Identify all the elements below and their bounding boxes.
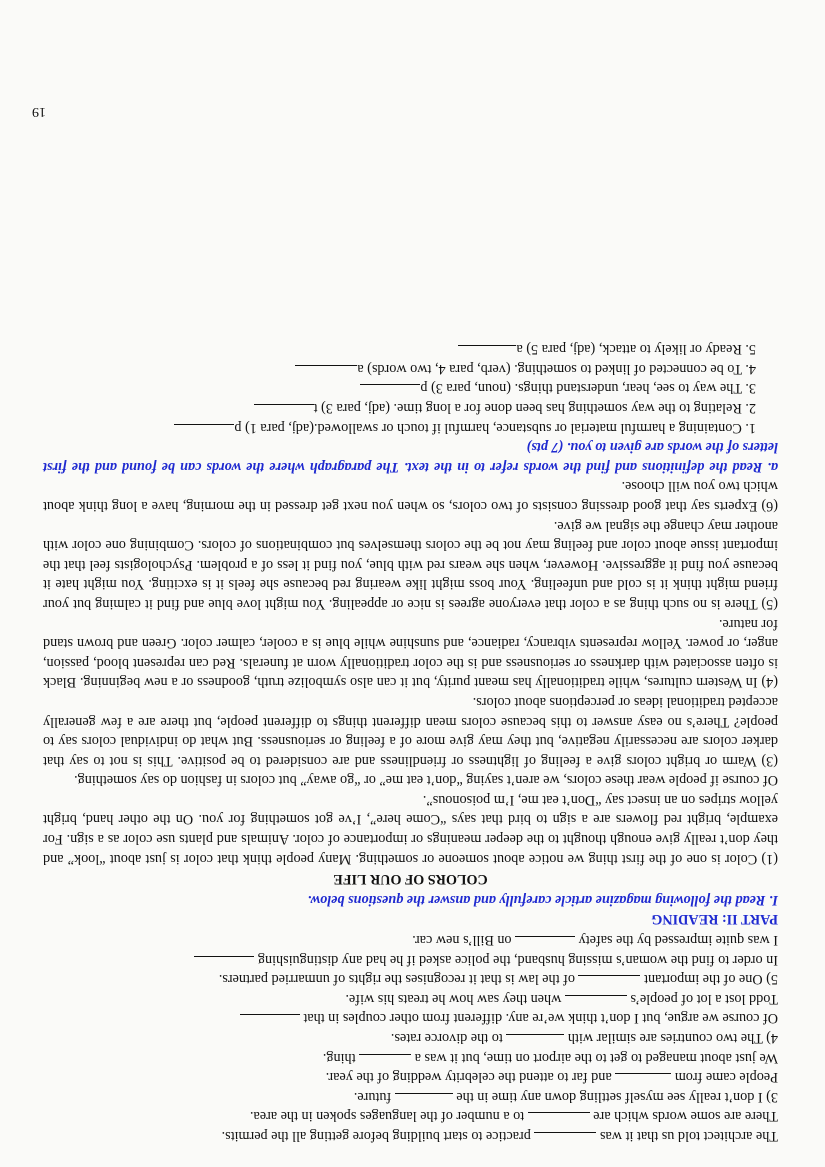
answer-blank[interactable] — [565, 995, 627, 1008]
gap-fill-sentence — [43, 1067, 778, 1087]
sentence-text-before: Todd lost a lot of people’s — [626, 990, 778, 1007]
vocabulary-item — [43, 339, 756, 359]
vocabulary-item — [43, 397, 756, 417]
vocabulary-item — [43, 378, 756, 398]
sentence-text-before: I was quite impressed by the safety — [575, 932, 778, 949]
vocabulary-definition: 3. The way to see, hear, understand things. (noun, para 3) p — [420, 380, 756, 397]
sentence-text-before: 4) The two countries are similar with — [564, 1030, 778, 1047]
vocabulary-definition: 2. Relating to the way something has been done for a long time. (adj, para 3) t — [313, 400, 756, 417]
page-number: 19 — [32, 104, 46, 119]
part-title: PART II: READING — [651, 911, 778, 928]
sentence-text-after: of the law is that it recognises the rights of unmarried partners. — [218, 971, 579, 988]
vocabulary-items — [43, 339, 778, 437]
vocabulary-item — [43, 417, 756, 437]
reading-instruction: I. Read the following magazine article carefully and answer the questions below. — [307, 891, 778, 908]
vocabulary-definition: 5. Ready or likely to attack, (adj, para 5) a — [516, 341, 756, 358]
answer-blank[interactable] — [528, 1112, 590, 1125]
paragraph-4: (4) In Western cultures, while traditionally has meant purity, but it can also symbolize truth, goodness or a new beginning. Black is often associated with darkness or seriousness and is the color traditionally worn at funerals. Red can represent blood, passion, anger, or power. Yellow represents vibrancy, radiance, and sunshine while blue is a cooler, calmer color. Green and brown stand for nature. — [43, 615, 778, 691]
answer-blank[interactable] — [615, 1073, 671, 1086]
gap-fill-sentence — [43, 969, 778, 989]
gap-fill-sentence — [43, 1086, 778, 1106]
answer-blank[interactable] — [240, 1014, 300, 1027]
gap-fill-sentence — [43, 1027, 778, 1047]
gap-fill-sentence — [43, 1125, 778, 1145]
answer-blank[interactable] — [395, 1093, 453, 1106]
gap-fill-sentence — [43, 929, 778, 949]
gap-fill-sentence — [43, 1008, 778, 1028]
answer-blank[interactable] — [295, 365, 357, 378]
paragraph-2: Of course if people wear these colors, we aren’t saying “don’t eat me” or “go away” but colors in fashion do say something. — [74, 772, 778, 789]
answer-blank[interactable] — [194, 956, 254, 969]
paragraph-1: (1) Color is one of the first thing we notice about someone or something. Many people think that color is just about “look” and they don’t really give enough thought to the deeper meanings or importance of color. Animals and plants use color as a sign. For example, bright red flowers are a sign to bird that says “Come here”, I’ve got something for you. On the other hand, bright yellow stripes on an insect say “Don’t eat me, I’m poisonous”. — [43, 791, 778, 867]
answer-blank[interactable] — [578, 975, 640, 988]
sentence-text-before: In order to find the woman’s missing husband, the police asked if he had any distinguishing — [254, 951, 778, 968]
sentence-text-before: 5) One of the important — [640, 971, 778, 988]
answer-blank[interactable] — [174, 424, 234, 437]
gap-fill-sentence — [43, 988, 778, 1008]
answer-blank[interactable] — [534, 1132, 596, 1145]
answer-blank[interactable] — [254, 404, 314, 417]
answer-blank[interactable] — [458, 345, 516, 358]
sentence-text-after: on Bill’s new car. — [412, 932, 516, 949]
paragraph-3: (3) Warm or bright colors give a feeling of lightness or friendliness and are considered to be positive. This is not to say that darker colors are necessarily negative, but they may give more of a feeling or seriousness. But what do individual colors say to people? There’s no easy answer to this because colors mean different things to different people, but there are a few generally accepted traditional ideas or perceptions about colors. — [43, 693, 778, 769]
sentence-text-before: Of course we argue, but I don’t think we’re any. different from other couples in that — [299, 1010, 778, 1027]
vocabulary-definition: 4. To be connected of linked to something. (verb, para 4, two words) a — [357, 360, 756, 377]
page-content — [43, 339, 778, 1145]
answer-blank[interactable] — [515, 936, 575, 949]
paragraph-6: (6) Experts say that good dressing consists of two colors, so when you next get dressed in the morning, have a long think about which two you will choose. — [43, 478, 778, 514]
paragraph-5: (5) There is no such thing as a color that everyone agrees is nice or appealing. You might love blue and find it calming but your friend might think it is cold and unfeeling. Your boss might like wearing red because she feels it is exciting. You might hate it because you find it aggressive. However, when she wears red with blue, you find it less of a problem. Psychologists feel that the important issue about color and feeling may not be the colors themselves but combinations of colors. Combining one color with another may change the signal we give. — [43, 517, 778, 612]
sentence-text-after: future. — [353, 1088, 395, 1105]
sentence-text-before: There are some words which are — [589, 1108, 778, 1125]
sentence-text-before: The architect told us that it was — [596, 1128, 778, 1144]
sentence-text-after: to the divorce rates. — [390, 1030, 507, 1047]
answer-blank[interactable] — [359, 1054, 411, 1067]
sentence-text-after: when they saw how he treats his wife. — [345, 990, 565, 1007]
sentence-text-after: to a number of the languages spoken in the area. — [249, 1108, 528, 1125]
sentence-text-after: thing. — [322, 1049, 360, 1066]
sentence-text-before: People came from — [671, 1069, 778, 1086]
gap-fill-sentence — [43, 1106, 778, 1126]
vocabulary-task-instruction: a. Read the definitions and find the words refer to in the text. The paragraph where the words can be found and the first letters of the words are given to you. (7 pts) — [43, 439, 778, 475]
vocabulary-item — [43, 358, 756, 378]
answer-blank[interactable] — [360, 384, 420, 397]
vocabulary-definition: 1. Containing a harmful material or substance, harmful if touch or swallowed.(adj, para 1) p — [234, 419, 756, 436]
gap-fill-sentences — [43, 929, 778, 1145]
gap-fill-sentence — [43, 1047, 778, 1067]
sentence-text-after: and far to attend the celebrity wedding of the year. — [325, 1069, 616, 1086]
sentence-text-after: practice to start building before getting all the permits. — [221, 1128, 535, 1144]
article-title: COLORS OF OUR LIFE — [333, 871, 488, 888]
gap-fill-sentence — [43, 949, 778, 969]
answer-blank[interactable] — [506, 1034, 564, 1047]
sentence-text-before: 3) I don’t really see myself settling down any time in the — [452, 1088, 778, 1105]
sentence-text-before: We just about managed to get to the airport on time, but it was a — [411, 1049, 778, 1066]
